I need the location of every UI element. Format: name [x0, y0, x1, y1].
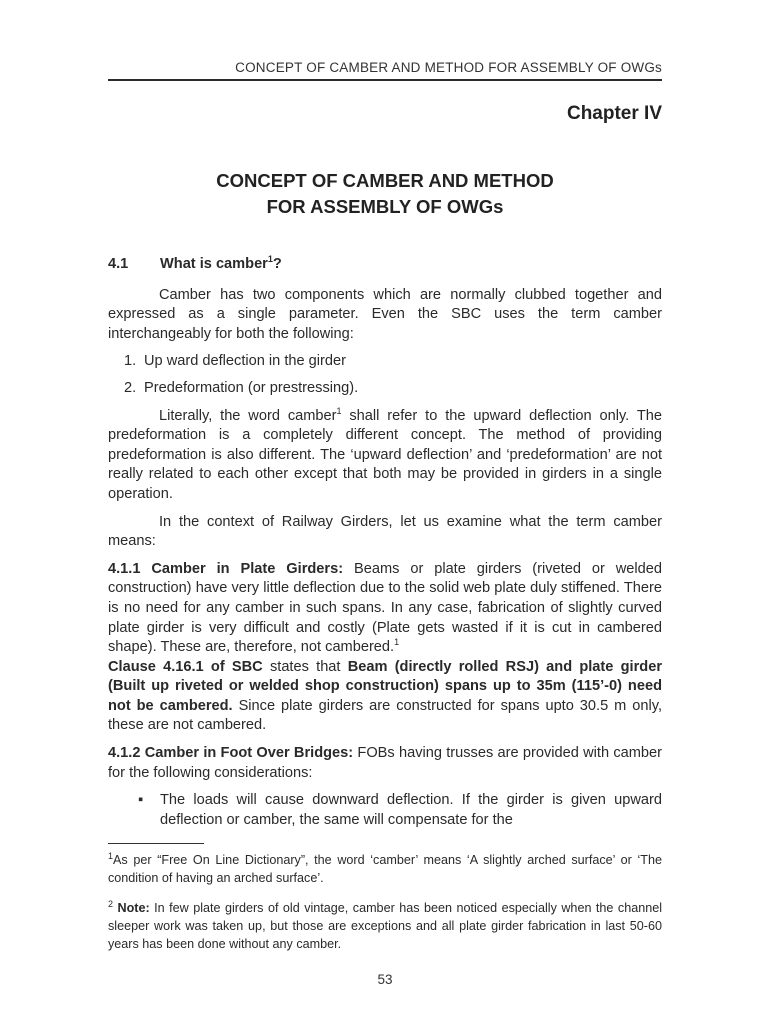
section-number: 4.1 — [108, 256, 129, 272]
footnote-ref: 1 — [336, 405, 342, 416]
bullet-list — [108, 791, 662, 830]
list-number: 2. — [124, 379, 137, 396]
chapter-title-line-1: CONCEPT OF CAMBER AND METHOD — [216, 170, 554, 191]
paragraph-text: Since plate girders are constructed for spans upto 30.5 m only, these are not cambered. — [108, 697, 662, 734]
paragraph-text: Literally, the word camber — [159, 407, 337, 424]
paragraph-context: In the context of Railway Girders, let us examine what the term camber means: — [108, 513, 662, 550]
footnote-text: As per “Free On Line Dictionary”, the word ‘camber’ means ‘A slightly arched surface’ or ‘The condition of having an arched surface’. — [108, 853, 662, 885]
footnote-ref: 1 — [394, 637, 400, 648]
footnote-text: In few plate girders of old vintage, camber has been noticed especially when the channel sleeper work was taken up, but those are exceptions and all plate girder fabrication in last 50-60 years has been done without any camber. — [108, 901, 663, 951]
section-title: What is camber — [160, 256, 268, 272]
page-number: 53 — [377, 972, 393, 987]
footnotes — [108, 851, 662, 965]
body-text — [108, 255, 662, 830]
bullet-icon: ▪ — [138, 792, 144, 809]
clause-statement: Beam (directly rolled RSJ) and plate girder (Built up riveted or welded shop construction) spans up to 35m (115’-0) need not be cambered. — [108, 658, 662, 714]
paragraph-text: shall refer to the upward deflection only. The predeformation is a completely different concept. The method of providing predeformation is also different. The ‘upward deflection’ and ‘predeformation’ are not really related to each other except that both may be provided in girders in a single operation. — [108, 407, 662, 502]
footnote-mark: 1 — [108, 850, 114, 861]
list-item — [108, 352, 662, 372]
subsection-heading: 4.1.1 Camber in Plate Girders: — [108, 560, 344, 577]
footnote-mark: 2 — [108, 898, 114, 909]
section-4-1-heading — [108, 255, 662, 275]
numbered-list — [108, 352, 662, 398]
paragraph-text: FOBs having trusses are provided with camber for the following considerations: — [108, 745, 662, 781]
footnote-note-label: Note: — [117, 901, 150, 915]
footnote-ref: 1 — [267, 254, 273, 265]
paragraph-literally — [108, 407, 662, 505]
section-title-end: ? — [272, 256, 282, 272]
header-rule — [108, 79, 662, 81]
clause-reference: Clause 4.16.1 of SBC — [108, 658, 263, 675]
footnote-rule — [108, 843, 204, 844]
section-4-1-2 — [108, 744, 662, 783]
list-number: 1. — [124, 353, 137, 370]
chapter-title-line-2: FOR ASSEMBLY OF OWGs — [266, 196, 504, 217]
chapter-title — [108, 168, 662, 220]
chapter-label: Chapter IV — [566, 103, 662, 124]
footnote-2 — [108, 899, 662, 953]
list-text: Up ward deflection in the girder — [144, 353, 346, 370]
list-item — [108, 379, 662, 399]
footnote-1 — [108, 851, 662, 887]
paragraph-camber-components: Camber has two components which are normally clubbed together and expressed as a single parameter. Even the SBC uses the term camber interchangeably for both the following: — [108, 286, 662, 342]
paragraph-text: states that — [262, 658, 348, 675]
paragraph-text: Beams or plate girders (riveted or welded construction) have very little deflection due to the solid web plate duly stiffened. There is no need for any camber in such spans. In any case, fabrication of slightly curved plate girder is very difficult and costly (Plate gets wasted if it is cut in cambered shape). These are, therefore, not cambered. — [108, 560, 663, 656]
running-head: CONCEPT OF CAMBER AND METHOD FOR ASSEMBLY OF OWGs — [235, 60, 662, 75]
bullet-text: The loads will cause downward deflection. If the girder is given upward deflection or camber, the same will compensate for the — [160, 792, 662, 828]
bullet-item — [108, 791, 662, 830]
subsection-heading: 4.1.2 Camber in Foot Over Bridges: — [108, 745, 354, 762]
section-4-1-1 — [108, 560, 662, 736]
list-text: Predeformation (or prestressing). — [144, 379, 359, 396]
